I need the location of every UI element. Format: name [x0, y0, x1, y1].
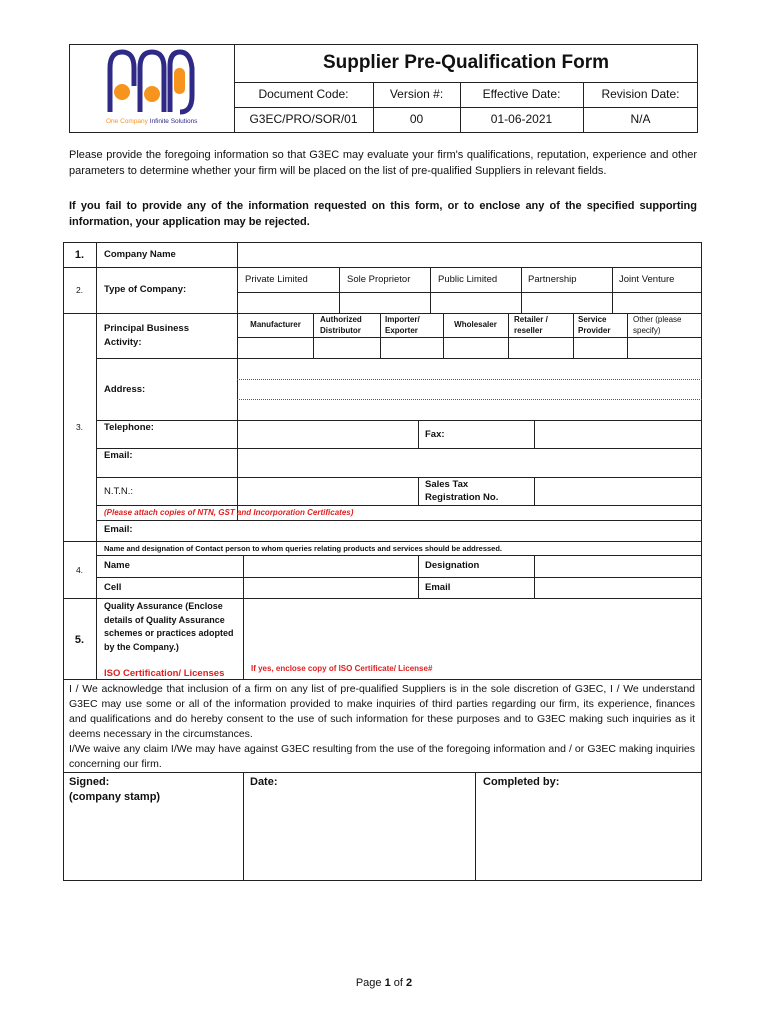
- section-1-number: 1.: [74, 249, 85, 261]
- revision-date-value: N/A: [630, 112, 651, 126]
- type-joint-venture[interactable]: Joint Venture: [619, 274, 675, 285]
- logo-tagline-right: Infinite Solutions: [149, 118, 198, 125]
- iso-note: If yes, enclose copy of ISO Certificate/ License#: [251, 664, 433, 673]
- date-field[interactable]: [244, 792, 474, 880]
- type-sole-proprietor[interactable]: Sole Proprietor: [347, 274, 411, 285]
- version-value: 00: [409, 112, 424, 126]
- activity-other[interactable]: Other (please specify): [633, 315, 682, 335]
- page-number: 1: [384, 977, 391, 989]
- doc-code-label: Document Code:: [258, 87, 349, 101]
- completed-by-label: Completed by:: [483, 776, 560, 788]
- type-private-limited[interactable]: Private Limited: [245, 274, 308, 285]
- page-total: 2: [406, 977, 413, 989]
- activity-authorized-distributor[interactable]: Authorized Distributor: [320, 315, 362, 335]
- activity-retailer[interactable]: Retailer / reseller: [514, 315, 548, 335]
- company-stamp-label: (company stamp): [69, 791, 161, 803]
- effective-date-label: Effective Date:: [482, 87, 561, 101]
- of-word: of: [393, 977, 403, 989]
- waiver-text: I/We waive any claim I/We may have against G3EC resulting from the use of the foregoing information and / or G3EC making inquiries concerning our firm.: [69, 743, 695, 770]
- contact-designation-label: Designation: [425, 560, 480, 571]
- section-5-number: 5.: [74, 634, 85, 646]
- contact-cell-label: Cell: [104, 582, 122, 593]
- version-label: Version #:: [389, 87, 444, 101]
- type-partnership[interactable]: Partnership: [528, 274, 577, 285]
- email-label: Email:: [104, 450, 133, 461]
- type-of-company-label: Type of Company:: [104, 284, 187, 295]
- contact-name-label: Name: [104, 560, 130, 571]
- quality-assurance-label: Quality Assurance (Enclose details of Quality Assurance schemes or practices adopted by the Company.): [104, 601, 234, 652]
- address-field[interactable]: [238, 359, 701, 420]
- fax-label: Fax:: [425, 429, 445, 440]
- page-footer: [0, 976, 768, 990]
- section-4-number: 4.: [75, 565, 84, 575]
- completed-by-field[interactable]: [476, 792, 701, 880]
- telephone-label: Telephone:: [104, 422, 154, 433]
- iso-certification-label: ISO Certification/ Licenses: [104, 668, 225, 679]
- signed-label: Signed:: [69, 776, 110, 788]
- signature-field[interactable]: [64, 806, 242, 880]
- activity-importer-exporter[interactable]: Importer/ Exporter: [385, 315, 420, 335]
- activity-service-provider[interactable]: Service Provider: [578, 315, 611, 335]
- date-label: Date:: [250, 776, 278, 788]
- company-logo: [100, 46, 205, 128]
- effective-date-value: 01-06-2021: [490, 112, 553, 126]
- contact-person-header: Name and designation of Contact person to whom queries relating products and services should be addressed.: [104, 544, 502, 553]
- ntn-label: N.T.N.:: [104, 486, 134, 497]
- form-title: Supplier Pre-Qualification Form: [322, 52, 610, 73]
- intro-text: Please provide the foregoing information so that G3EC may evaluate your firm's qualifications, reputation, experience and other parameters to determine whether your firm will be placed on the list of pre-qualified Suppliers in relevant fields.: [69, 149, 697, 177]
- section-2-number: 2.: [75, 285, 84, 295]
- doc-code-value: G3EC/PRO/SOR/01: [249, 112, 358, 126]
- attachment-note: (Please attach copies of NTN, GST and Incorporation Certificates): [104, 508, 354, 517]
- company-name-field[interactable]: [238, 243, 701, 267]
- type-public-limited[interactable]: Public Limited: [438, 274, 498, 285]
- address-label: Address:: [104, 384, 146, 395]
- section-3-number: 3.: [75, 422, 84, 432]
- principal-activity-label: Principal Business Activity:: [104, 323, 190, 348]
- contact-email-label: Email: [425, 582, 451, 593]
- sales-tax-label: Sales Tax Registration No.: [425, 479, 499, 503]
- page-word: Page: [355, 977, 382, 989]
- company-name-label: Company Name: [104, 249, 176, 260]
- revision-date-label: Revision Date:: [601, 87, 680, 101]
- intro-warning: If you fail to provide any of the information requested on this form, or to enclose any of the specified supporting information, your application may be rejected.: [69, 200, 697, 228]
- activity-wholesaler[interactable]: Wholesaler: [454, 320, 497, 329]
- logo-tagline-left: One Company: [106, 118, 148, 125]
- email-label-2: Email:: [104, 524, 133, 535]
- activity-manufacturer[interactable]: Manufacturer: [250, 320, 301, 329]
- acknowledgement-text: I / We acknowledge that inclusion of a firm on any list of pre-qualified Suppliers is in the sole discretion of G3EC, I / We understand G3EC may use some or all of the information provided to make inquiries of third parties regarding our firm, its experience, finances and qualifications and do hereby consent to the use of such information for these purposes and to G3EC making such inquiries as it deems necessary in the circumstances.: [69, 683, 695, 740]
